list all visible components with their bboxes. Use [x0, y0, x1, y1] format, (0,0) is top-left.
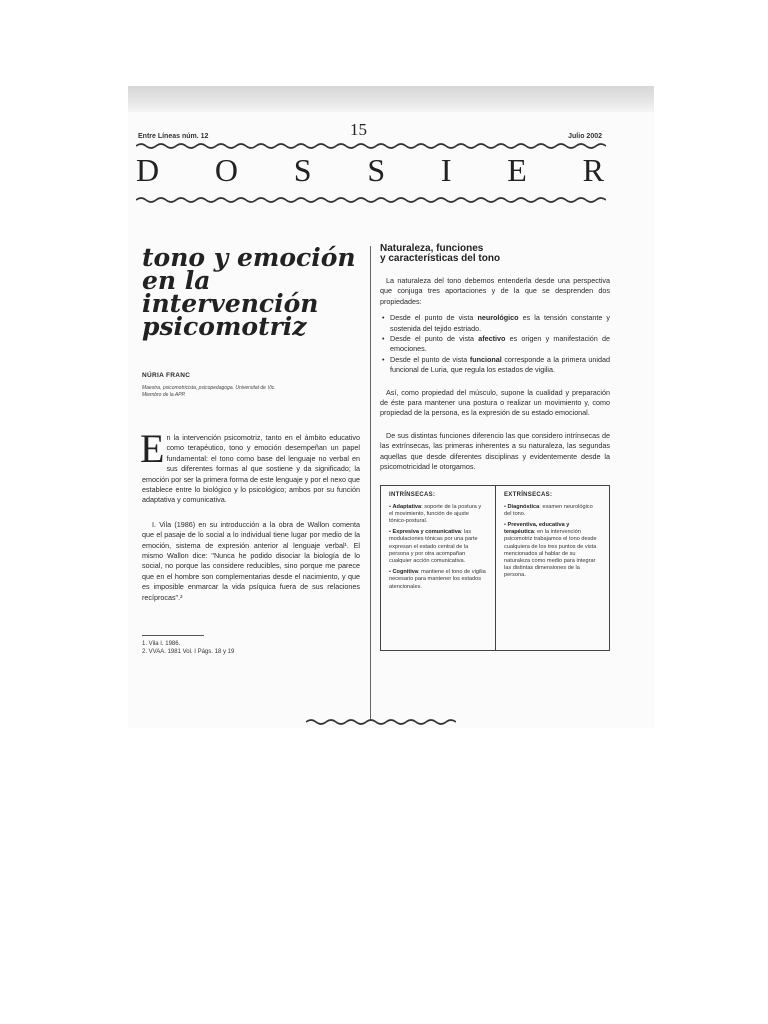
title-line: en la intervención — [142, 266, 319, 318]
extrinsic-column — [495, 486, 609, 650]
heading-line: Naturaleza, funciones — [380, 243, 484, 254]
section-letter: S — [293, 152, 314, 188]
scanned-page — [128, 86, 654, 728]
footnotes — [142, 640, 360, 656]
issue-date: Julio 2002 — [568, 133, 602, 140]
bullet-emphasis: funcional — [469, 354, 502, 364]
item-label: Cognitiva — [392, 569, 418, 576]
author-affiliation — [142, 385, 360, 399]
title-line: psicomotriz — [142, 312, 307, 341]
affiliation-line: Miembro de la APP. — [142, 392, 186, 398]
bullet-item — [380, 313, 610, 334]
section-title — [136, 152, 606, 189]
bullet-item — [380, 355, 610, 376]
item-text: : en la intervención psicomotriz trabajamos el tono desde cualquiera de los tres puntos de vista mencionados al hablar de su naturaleza como medio para integrar las distintas dimensiones de la persona. — [504, 529, 597, 579]
section-letter: R — [582, 152, 606, 188]
bullet-text: Desde el punto de vista — [390, 334, 479, 344]
table-header: EXTRÍNSECAS: — [504, 491, 553, 498]
bullet-text: es origen y manifestación de emociones. — [390, 334, 610, 354]
table-header: INTRÍNSECAS: — [389, 491, 436, 498]
functions-table — [380, 485, 610, 651]
table-item: • Adaptativa: soporte de la postura y el movimiento, función de ajuste tónico-postural. — [389, 503, 482, 524]
section-heading — [380, 244, 610, 264]
bullet-list — [380, 313, 610, 375]
left-column — [140, 243, 360, 656]
intro-paragraph — [140, 426, 360, 506]
table-cell — [389, 504, 487, 591]
section-letter: E — [507, 152, 529, 188]
bullet-emphasis: afectivo — [478, 334, 506, 344]
item-text: : soporte de la postura y el movimiento, función de ajuste tónico-postural. — [389, 503, 482, 524]
body-paragraph: La naturaleza del tono debemos entenderla desde una perspectiva que conjuga tres aportaciones y de la que se desprenden dos propiedades: — [380, 276, 610, 306]
bullet-text: es la tensión constante y sostenida del tejido estriado. — [390, 313, 610, 333]
item-label: Expresiva y comunicativa — [392, 529, 461, 536]
right-column — [380, 244, 610, 651]
wavy-rule-bottom — [306, 718, 456, 726]
body-paragraph: De sus distintas funciones diferencio las que considero intrínsecas de las extrínsecas, las primeras inherentes a su naturaleza, las segundas aquellas que desde diferentes disciplinas y evidentemente desde la psicomotricidad le otorgamos. — [380, 430, 610, 472]
title-line: tono y emoción — [142, 243, 356, 272]
bullet-text: corresponde a la primera unidad funcional de Luria, que regula los estados de vigilia. — [390, 354, 610, 375]
section-letter: I — [440, 152, 454, 188]
section-letter: O — [214, 152, 240, 188]
footnote-rule — [142, 635, 204, 636]
body-paragraph: I. Vila (1986) en su introducción a la obra de Wallon comenta que el pasaje de lo social a lo individual tiene lugar por medio de la emoción, sistema de expresión anterior al lenguaje verbal¹. El mismo Wallon dice: "Nunca he podido disociar la biología de lo social, no porque las considere reducibles, sino porque me parece que en el hombre son complementarias desde el nacimiento, y que es imposible enmarcar la vida psíquica fuera de sus relaciones recíprocas".² — [142, 519, 360, 602]
wavy-rule-top — [136, 142, 606, 150]
body-paragraph: Así, como propiedad del músculo, supone la cualidad y preparación de éste para mantener una postura o realizar un movimiento y, como propiedad de la persona, es la expresión de su estado emocional. — [380, 387, 610, 418]
scan-shadow — [128, 86, 654, 112]
item-label: Adaptativa — [392, 503, 422, 510]
journal-issue: Entre Líneas núm. 12 — [138, 133, 209, 140]
section-letter: D — [136, 152, 162, 188]
bullet-text: Desde el punto de vista — [390, 354, 470, 364]
intro-text: n la intervención psicomotriz, tanto en el ámbito educativo como terapéutico, tono y emoción desempeñan un papel fundamental: el tono como base del lenguaje no verbal en sus diferentes formas al que sostiene y da significado; la emoción por ser la primera forma de este lenguaje y por el nexo que establece entre lo biológico y lo psicológico; ambos por su función adaptativa y comunicativa. — [142, 433, 360, 505]
column-divider — [370, 246, 371, 721]
item-label: Diagnóstica — [507, 503, 540, 510]
drop-cap: E — [140, 426, 165, 471]
item-text: : examen neurológico del tono. — [504, 503, 593, 517]
bullet-text: Desde el punto de vista — [390, 313, 478, 323]
bullet-emphasis: neurológico — [477, 313, 519, 323]
table-cell — [504, 504, 601, 580]
heading-line: y características del tono — [380, 253, 501, 264]
intrinsic-column — [381, 486, 495, 650]
article-title — [142, 243, 360, 341]
table-item: • Cognitiva: mantiene el tono de vigilia necesario para mantener los estados atencionales. — [389, 569, 486, 590]
table-item: • Preventiva, educativa y terapéutica: en la intervención psicomotriz trabajamos el tono desde cualquiera de los tres puntos de vista mencionados al hablar de su naturaleza como medio para integrar las distintas dimensiones de la persona. — [504, 521, 597, 579]
section-letter: S — [367, 152, 388, 188]
footnote: 1. Vila I. 1986. — [142, 641, 181, 648]
item-label: Preventiva, educativa y terapéutica — [504, 521, 570, 536]
bullet-item — [380, 334, 610, 355]
author-name: NÚRIA FRANC — [142, 372, 191, 379]
wavy-rule-middle — [136, 196, 606, 204]
item-text: : mantiene el tono de vigilia necesario para mantener los estados atencionales. — [389, 569, 486, 590]
item-text: : las modulaciones tónicas por una parte expresan el estado central de la persona y por otra acompañan cualquier acción comunicativa. — [389, 529, 478, 564]
page-number: 15 — [350, 120, 367, 139]
footnote: 2. VVAA. 1981 Vol. I Págs. 18 y 19 — [142, 649, 235, 656]
table-item: • Diagnóstica: examen neurológico del tono. — [504, 503, 593, 517]
table-item: • Expresiva y comunicativa: las modulaciones tónicas por una parte expresan el estado central de la persona y por otra acompañan cualquier acción comunicativa. — [389, 529, 478, 564]
affiliation-line: Maestra, psicomotricista, psicopedagoga. Universitat de Vic. — [142, 385, 276, 391]
